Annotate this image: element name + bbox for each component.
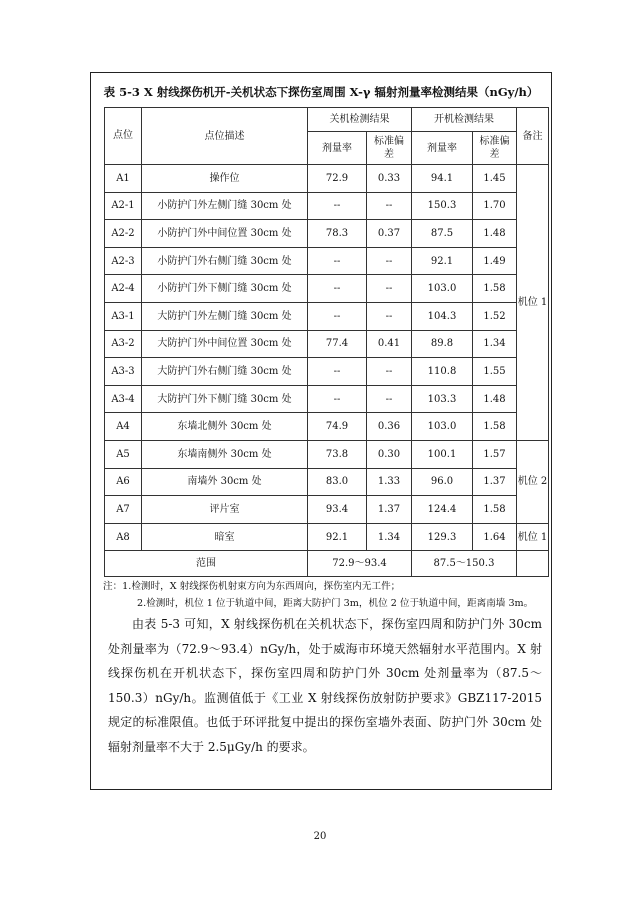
table-row — [105, 523, 549, 551]
off-dose-rate: -- — [308, 358, 367, 386]
header-off-group: 关机检测结果 — [308, 108, 412, 132]
range-remark-empty — [517, 551, 549, 577]
on-dose-rate: 150.3 — [412, 192, 473, 220]
off-std-dev: 0.33 — [367, 165, 412, 193]
header-on-std-dev: 标准偏差 — [473, 132, 517, 165]
on-dose-rate: 129.3 — [412, 523, 473, 551]
table-row — [105, 247, 549, 275]
point-id: A3-2 — [105, 330, 142, 358]
point-desc: 东墙南侧外 30cm 处 — [142, 440, 308, 468]
point-desc: 操作位 — [142, 165, 308, 193]
range-off-value: 72.9～93.4 — [308, 551, 412, 577]
on-std-dev: 1.58 — [473, 413, 517, 441]
point-id: A8 — [105, 523, 142, 551]
off-std-dev: 0.41 — [367, 330, 412, 358]
off-dose-rate: -- — [308, 192, 367, 220]
on-std-dev: 1.58 — [473, 496, 517, 524]
table-row — [105, 165, 549, 193]
point-id: A2-4 — [105, 275, 142, 303]
on-dose-rate: 103.0 — [412, 275, 473, 303]
off-std-dev: 1.34 — [367, 523, 412, 551]
off-dose-rate: 93.4 — [308, 496, 367, 524]
table-row — [105, 440, 549, 468]
on-dose-rate: 124.4 — [412, 496, 473, 524]
remark-cell: 机位 1 — [517, 165, 549, 441]
point-id: A6 — [105, 468, 142, 496]
point-id: A1 — [105, 165, 142, 193]
off-dose-rate: 83.0 — [308, 468, 367, 496]
off-dose-rate: -- — [308, 385, 367, 413]
conclusion-paragraph: 由表 5-3 可知，X 射线探伤机在关机状态下，探伤室四周和防护门外 30cm 处剂量率为（72.9～93.4）nGy/h，处于威海市环境天然辐射水平范围内。X 射线探伤机在开机状态下，探伤室四周和防护门外 30cm 处剂量率为（87.5～150.3）nGy/h。监测值低于《工业 X 射线探伤放射防护要求》GBZ117-2015 规定的标准限值。也低于环评批复中提出的探伤室墙外表面、防护门外 30cm 处辐射剂量率不大于 2.5μGy/h 的要求。 — [108, 617, 542, 754]
on-std-dev: 1.34 — [473, 330, 517, 358]
on-std-dev: 1.37 — [473, 468, 517, 496]
header-remark: 备注 — [517, 108, 549, 165]
point-desc: 大防护门外右侧门缝 30cm 处 — [142, 358, 308, 386]
on-dose-rate: 110.8 — [412, 358, 473, 386]
point-id: A3-1 — [105, 302, 142, 330]
remark-cell: 机位 2 — [517, 440, 549, 523]
off-std-dev: -- — [367, 385, 412, 413]
on-std-dev: 1.48 — [473, 220, 517, 248]
on-dose-rate: 89.8 — [412, 330, 473, 358]
range-row — [105, 551, 549, 577]
point-id: A3-4 — [105, 385, 142, 413]
on-std-dev: 1.48 — [473, 385, 517, 413]
table-row — [105, 192, 549, 220]
on-std-dev: 1.64 — [473, 523, 517, 551]
off-dose-rate: 73.8 — [308, 440, 367, 468]
point-desc: 小防护门外中间位置 30cm 处 — [142, 220, 308, 248]
on-dose-rate: 94.1 — [412, 165, 473, 193]
point-id: A7 — [105, 496, 142, 524]
on-dose-rate: 104.3 — [412, 302, 473, 330]
table-notes — [103, 578, 533, 612]
point-desc: 暗室 — [142, 523, 308, 551]
off-dose-rate: 74.9 — [308, 413, 367, 441]
table-caption: 表 5-3 X 射线探伤机开-关机状态下探伤室周围 X-γ 辐射剂量率检测结果（nGy/h） — [103, 85, 539, 99]
on-dose-rate: 87.5 — [412, 220, 473, 248]
remark-cell: 机位 1 — [517, 523, 549, 551]
on-std-dev: 1.55 — [473, 358, 517, 386]
table-row — [105, 275, 549, 303]
on-std-dev: 1.58 — [473, 275, 517, 303]
on-std-dev: 1.70 — [473, 192, 517, 220]
point-desc: 东墙北侧外 30cm 处 — [142, 413, 308, 441]
point-desc: 南墙外 30cm 处 — [142, 468, 308, 496]
off-std-dev: -- — [367, 247, 412, 275]
off-std-dev: -- — [367, 358, 412, 386]
note-1: 注：1.检测时，X 射线探伤机射束方向为东西周向，探伤室内无工件； — [103, 581, 401, 592]
off-std-dev: -- — [367, 302, 412, 330]
point-id: A2-2 — [105, 220, 142, 248]
off-std-dev: 0.30 — [367, 440, 412, 468]
point-desc: 小防护门外右侧门缝 30cm 处 — [142, 247, 308, 275]
header-on-group: 开机检测结果 — [412, 108, 517, 132]
point-desc: 大防护门外中间位置 30cm 处 — [142, 330, 308, 358]
point-id: A2-1 — [105, 192, 142, 220]
header-point-desc: 点位描述 — [142, 108, 308, 165]
range-label: 范围 — [105, 551, 308, 577]
off-dose-rate: -- — [308, 247, 367, 275]
point-desc: 评片室 — [142, 496, 308, 524]
point-desc: 大防护门外左侧门缝 30cm 处 — [142, 302, 308, 330]
on-std-dev: 1.45 — [473, 165, 517, 193]
on-std-dev: 1.57 — [473, 440, 517, 468]
range-on-value: 87.5～150.3 — [412, 551, 517, 577]
on-dose-rate: 96.0 — [412, 468, 473, 496]
table-row — [105, 385, 549, 413]
off-std-dev: 1.33 — [367, 468, 412, 496]
point-id: A3-3 — [105, 358, 142, 386]
note-2: 2.检测时，机位 1 位于轨道中间，距离大防护门 3m，机位 2 位于轨道中间，距离南墙 3m。 — [137, 598, 534, 609]
table-row — [105, 358, 549, 386]
off-std-dev: 0.37 — [367, 220, 412, 248]
header-off-dose-rate: 剂量率 — [308, 132, 367, 165]
table-row — [105, 220, 549, 248]
on-dose-rate: 100.1 — [412, 440, 473, 468]
on-dose-rate: 103.0 — [412, 413, 473, 441]
dose-rate-table — [104, 107, 549, 577]
table-row — [105, 302, 549, 330]
point-id: A5 — [105, 440, 142, 468]
off-std-dev: 1.37 — [367, 496, 412, 524]
header-on-dose-rate: 剂量率 — [412, 132, 473, 165]
table-row — [105, 496, 549, 524]
off-std-dev: 0.36 — [367, 413, 412, 441]
header-off-std-dev: 标准偏差 — [367, 132, 412, 165]
point-desc: 小防护门外下侧门缝 30cm 处 — [142, 275, 308, 303]
off-dose-rate: 92.1 — [308, 523, 367, 551]
on-std-dev: 1.52 — [473, 302, 517, 330]
page-number: 20 — [313, 831, 327, 842]
on-dose-rate: 103.3 — [412, 385, 473, 413]
point-id: A2-3 — [105, 247, 142, 275]
point-desc: 大防护门外下侧门缝 30cm 处 — [142, 385, 308, 413]
header-point: 点位 — [105, 108, 142, 165]
on-dose-rate: 92.1 — [412, 247, 473, 275]
point-id: A4 — [105, 413, 142, 441]
off-std-dev: -- — [367, 192, 412, 220]
table-row — [105, 413, 549, 441]
off-dose-rate: -- — [308, 275, 367, 303]
point-desc: 小防护门外左侧门缝 30cm 处 — [142, 192, 308, 220]
table-row — [105, 330, 549, 358]
off-std-dev: -- — [367, 275, 412, 303]
off-dose-rate: 78.3 — [308, 220, 367, 248]
table-row — [105, 468, 549, 496]
off-dose-rate: 77.4 — [308, 330, 367, 358]
off-dose-rate: -- — [308, 302, 367, 330]
on-std-dev: 1.49 — [473, 247, 517, 275]
off-dose-rate: 72.9 — [308, 165, 367, 193]
